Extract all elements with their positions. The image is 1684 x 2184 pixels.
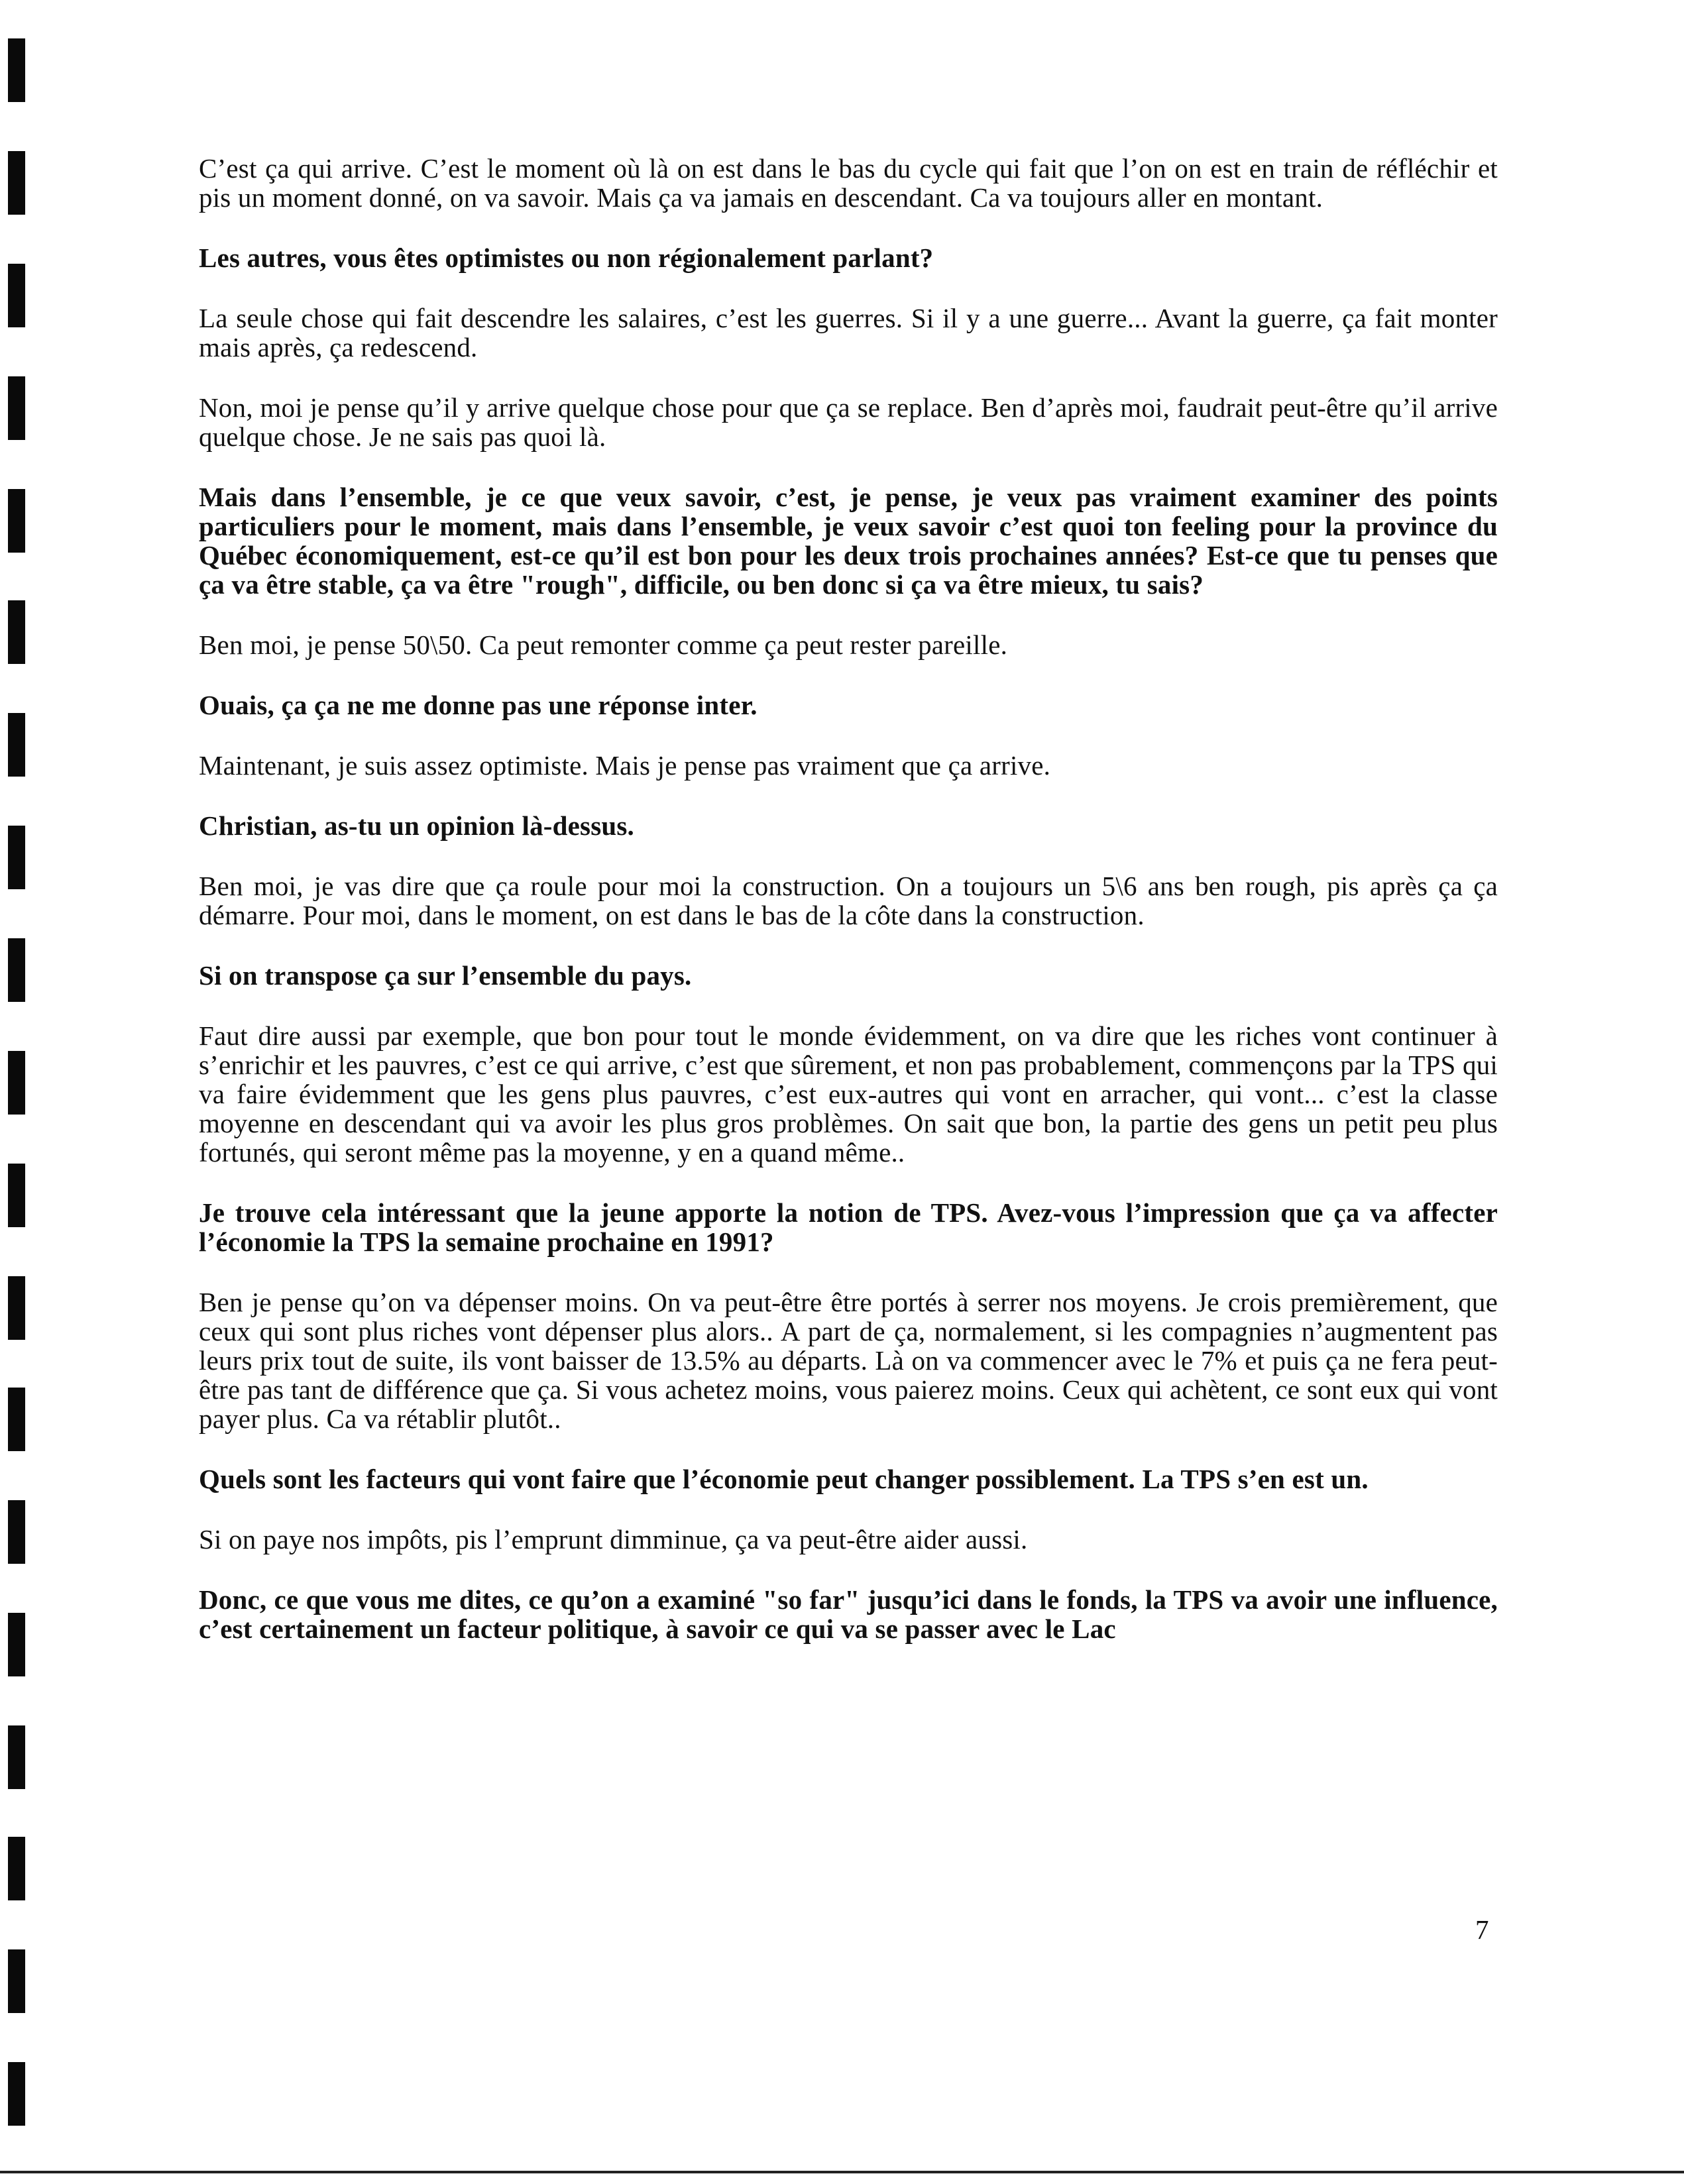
binding-mark — [8, 1388, 25, 1451]
question-paragraph: Quels sont les facteurs qui vont faire que l’économie peut changer possiblement. La TPS s’en est un. — [199, 1464, 1369, 1494]
binding-mark — [8, 1949, 25, 2013]
page-number: 7 — [1475, 1914, 1489, 1945]
binding-mark — [8, 1837, 25, 1900]
binding-mark — [8, 38, 25, 102]
binding-mark — [8, 938, 25, 1002]
question-paragraph: Ouais, ça ça ne me donne pas une réponse inter. — [199, 690, 758, 720]
binding-mark — [8, 264, 25, 327]
binding-mark — [8, 1276, 25, 1340]
answer-paragraph: Si on paye nos impôts, pis l’emprunt dimminue, ça va peut-être aider aussi. — [199, 1524, 1028, 1555]
binding-mark — [8, 2062, 25, 2126]
binding-mark — [8, 489, 25, 553]
answer-paragraph: Ben je pense qu’on va dépenser moins. On va peut-être être portés à serrer nos moyens. Je crois premièrement, que ceux qui sont plus riches vont dépenser plus alors.. A part de ça, normalement, si les compagnies n’augmentent pas leurs prix tout de suite, ils vont baisser de 13.5% au départs. Là on va commencer avec le 7% et puis ça ne fera peut-être pas tant de différence que ça. Si vous achetez moins, vous paierez moins. Ceux qui achètent, ce sont eux qui vont payer plus. Ca va rétablir plutôt.. — [199, 1287, 1498, 1434]
question-paragraph: Christian, as-tu un opinion là-dessus. — [199, 810, 634, 841]
answer-paragraph: Ben moi, je pense 50\50. Ca peut remonter comme ça peut rester pareille. — [199, 629, 1008, 660]
answer-paragraph: Maintenant, je suis assez optimiste. Mais je pense pas vraiment que ça arrive. — [199, 750, 1051, 781]
answer-paragraph: Non, moi je pense qu’il y arrive quelque chose pour que ça se replace. Ben d’après moi, faudrait peut-être qu’il arrive quelque chose. Je ne sais pas quoi là. — [199, 392, 1498, 452]
question-paragraph: Si on transpose ça sur l’ensemble du pays. — [199, 960, 692, 991]
page-bottom-edge — [0, 2171, 1684, 2173]
binding-mark — [8, 151, 25, 215]
binding-mark — [8, 713, 25, 777]
binding-mark — [8, 1613, 25, 1676]
question-paragraph: Mais dans l’ensemble, je ce que veux savoir, c’est, je pense, je veux pas vraiment examiner des points particuliers pour le moment, mais dans l’ensemble, je veux savoir c’est quoi ton feeling pour la province du Québec économiquement, est-ce qu’il est bon pour les deux trois prochaines années? Est-ce que tu penses que ça va être stable, ça va être "rough", difficile, ou ben donc si ça va être mieux, tu sais? — [199, 482, 1498, 600]
binding-mark — [8, 600, 25, 664]
binding-mark — [8, 1500, 25, 1564]
answer-paragraph: Ben moi, je vas dire que ça roule pour moi la construction. On a toujours un 5\6 ans ben rough, pis après ça ça démarre. Pour moi, dans le moment, on est dans le bas de la côte dans la construction. — [199, 871, 1498, 930]
binding-mark — [8, 1164, 25, 1227]
binding-mark — [8, 1725, 25, 1789]
question-paragraph: Les autres, vous êtes optimistes ou non régionalement parlant? — [199, 243, 934, 273]
binding-mark — [8, 376, 25, 440]
binding-holes — [8, 0, 28, 2184]
binding-mark — [8, 826, 25, 889]
binding-mark — [8, 1051, 25, 1115]
answer-paragraph: Faut dire aussi par exemple, que bon pour tout le monde évidemment, on va dire que les riches vont continuer à s’enrichir et les pauvres, c’est ce qui arrive, c’est que sûrement, et non pas probablement, commençons par la TPS qui va faire évidemment que les gens plus pauvres, c’est eux-autres qui vont en arracher, qui vont... c’est la classe moyenne en descendant qui va avoir les plus gros problèmes. On sait que bon, la partie des gens un petit peu plus fortunés, qui seront même pas la moyenne, y en a quand même.. — [199, 1020, 1498, 1168]
question-paragraph: Je trouve cela intéressant que la jeune apporte la notion de TPS. Avez-vous l’impression que ça va affecter l’économie la TPS la semaine prochaine en 1991? — [199, 1197, 1498, 1257]
answer-paragraph: La seule chose qui fait descendre les salaires, c’est les guerres. Si il y a une guerre... Avant la guerre, ça fait monter mais après, ça redescend. — [199, 303, 1498, 362]
answer-paragraph: C’est ça qui arrive. C’est le moment où là on est dans le bas du cycle qui fait que l’on on est en train de réfléchir et pis un moment donné, on va savoir. Mais ça va jamais en descendant. Ca va toujours aller en montant. — [199, 153, 1498, 213]
question-paragraph: Donc, ce que vous me dites, ce qu’on a examiné "so far" jusqu’ici dans le fonds, la TPS va avoir une influence, c’est certainement un facteur politique, à savoir ce qui va se passer avec le Lac — [199, 1584, 1498, 1644]
transcript-body — [199, 154, 1498, 1674]
